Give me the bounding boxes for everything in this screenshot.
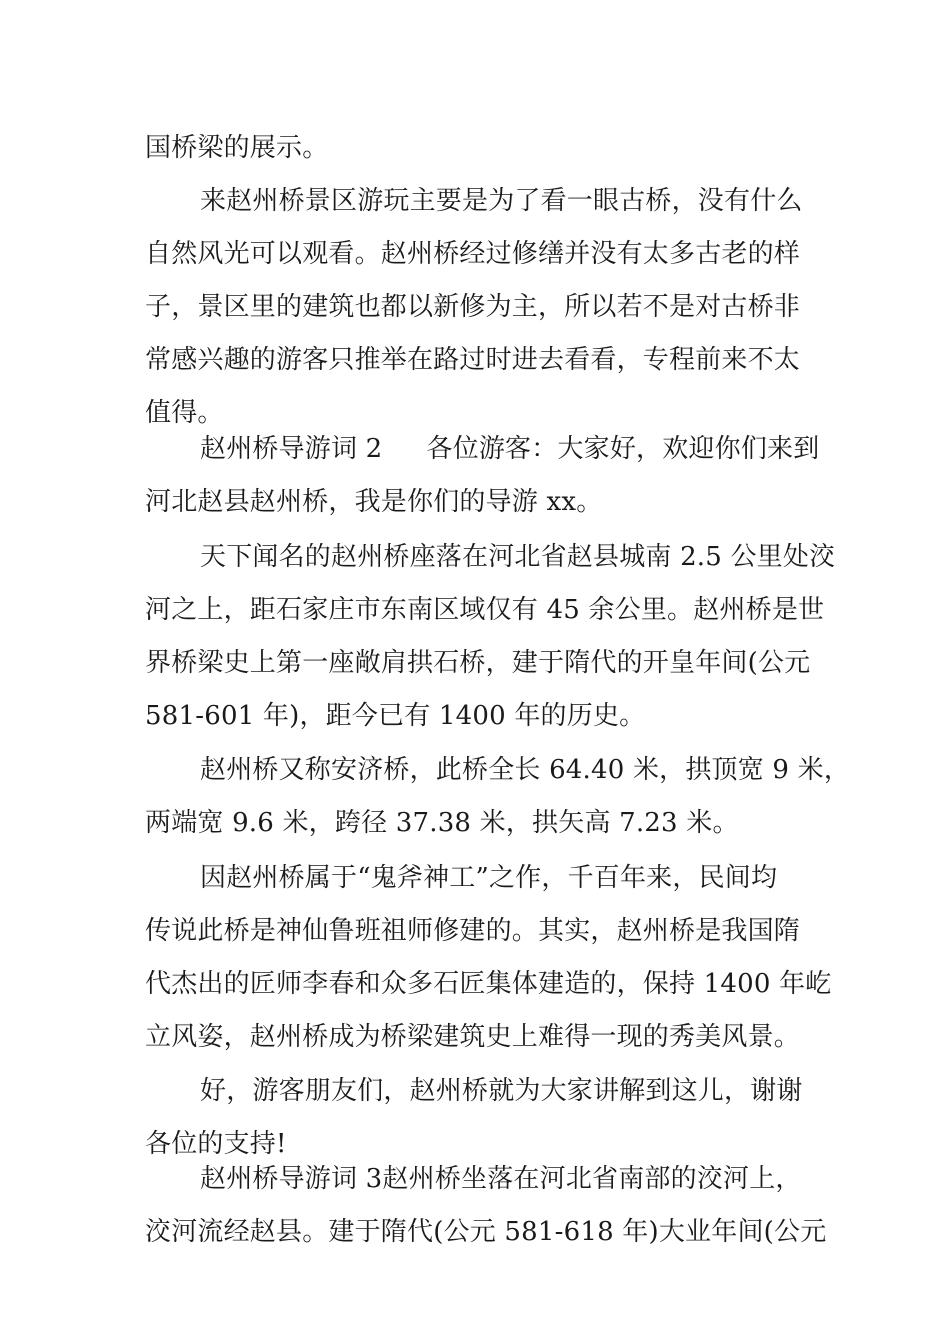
- text-line: 常感兴趣的游客只推举在路过时进去看看，专程前来不太: [145, 345, 801, 375]
- paragraph-start: 因赵州桥属于“鬼斧神工”之作，千百年来，民间均: [200, 863, 778, 893]
- section-heading-line: [200, 433, 819, 465]
- text-line: 两端宽 9.6 米，跨径 37.38 米，拱矢高 7.23 米。: [145, 808, 739, 838]
- text-line: 子，景区里的建筑也都以新修为主，所以若不是对古桥非: [145, 292, 801, 322]
- paragraph-start: 天下闻名的赵州桥座落在河北省赵县城南 2.5 公里处洨: [200, 542, 836, 572]
- paragraph-start: 各位游客：大家好，欢迎你们来到: [426, 434, 820, 464]
- paragraph-start: 好，游客朋友们，赵州桥就为大家讲解到这儿，谢谢: [200, 1076, 803, 1106]
- text-line: 自然风光可以观看。赵州桥经过修缮并没有太多古老的样: [145, 239, 801, 269]
- section-heading-line: [200, 1163, 802, 1195]
- text-line: 立风姿，赵州桥成为桥梁建筑史上难得一现的秀美风景。: [145, 1022, 801, 1052]
- text-line: 河之上，距石家庄市东南区域仅有 45 余公里。赵州桥是世: [145, 595, 825, 625]
- text-line: 值得。: [145, 398, 224, 428]
- section-heading: 赵州桥导游词 3: [200, 1164, 383, 1194]
- paragraph-start: 赵州桥又称安济桥，此桥全长 64.40 米，拱顶宽 9 米，: [200, 755, 851, 785]
- text-line: 代杰出的匠师李春和众多石匠集体建造的，保持 1400 年屹: [145, 969, 832, 999]
- paragraph-start: 来赵州桥景区游玩主要是为了看一眼古桥，没有什么: [200, 186, 803, 216]
- text-line: 洨河流经赵县。建于隋代(公元 581-618 年)大业年间(公元: [145, 1217, 827, 1247]
- paragraph-start: 赵州桥坐落在河北省南部的洨河上，: [382, 1164, 802, 1194]
- text-line: 国桥梁的展示。: [145, 133, 329, 163]
- text-line: 581-601 年)，距今已有 1400 年的历史。: [145, 701, 646, 731]
- text-line: 河北赵县赵州桥，我是你们的导游 xx。: [145, 487, 603, 517]
- section-heading: 赵州桥导游词 2: [200, 434, 383, 464]
- text-line: 各位的支持!: [145, 1129, 287, 1159]
- text-line: 界桥梁史上第一座敞肩拱石桥，建于隋代的开皇年间(公元: [145, 648, 811, 678]
- text-line: 传说此桥是神仙鲁班祖师修建的。其实，赵州桥是我国隋: [145, 916, 801, 946]
